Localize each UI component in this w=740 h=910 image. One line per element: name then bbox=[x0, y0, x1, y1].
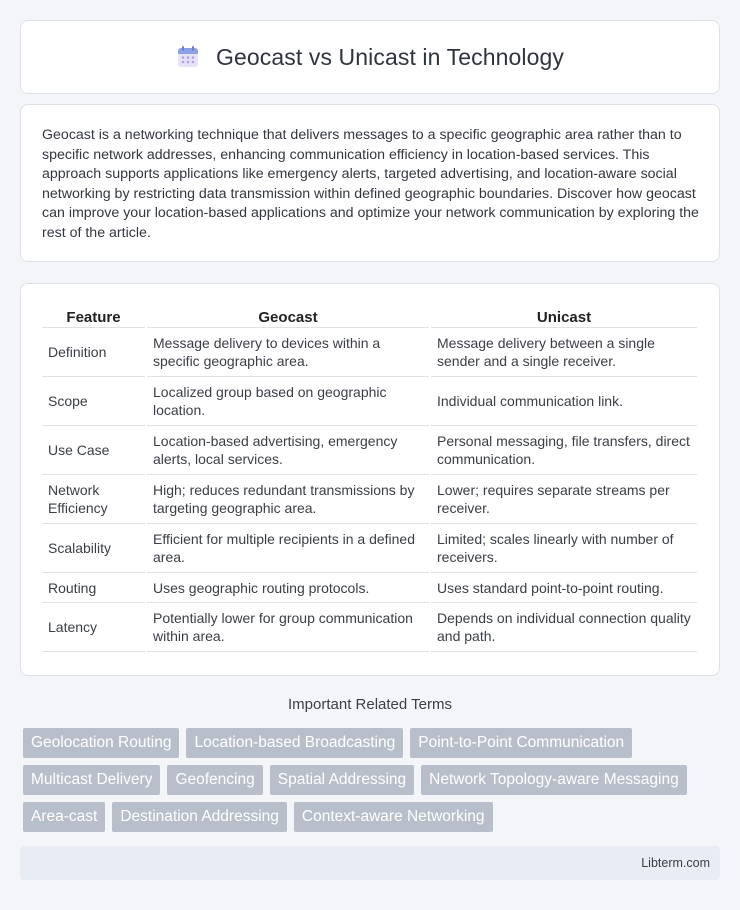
geocast-cell: Message delivery to devices within a specific geographic area. bbox=[147, 328, 429, 377]
unicast-cell: Limited; scales linearly with number of receivers. bbox=[431, 524, 697, 573]
feature-cell: Scope bbox=[42, 377, 145, 426]
header-card bbox=[20, 20, 720, 94]
geocast-cell: Uses geographic routing protocols. bbox=[147, 573, 429, 603]
table-row bbox=[42, 524, 697, 573]
header-geocast: Geocast bbox=[147, 304, 429, 328]
related-term-tag[interactable]: Context-aware Networking bbox=[294, 802, 493, 832]
feature-cell: Definition bbox=[42, 328, 145, 377]
related-term-tag[interactable]: Point-to-Point Communication bbox=[410, 728, 632, 758]
geocast-cell: Location-based advertising, emergency alerts, local services. bbox=[147, 426, 429, 475]
related-term-tag[interactable]: Network Topology-aware Messaging bbox=[421, 765, 687, 795]
table-header-row bbox=[42, 304, 697, 328]
related-term-tag[interactable]: Spatial Addressing bbox=[270, 765, 414, 795]
geocast-cell: Efficient for multiple recipients in a defined area. bbox=[147, 524, 429, 573]
unicast-cell: Uses standard point-to-point routing. bbox=[431, 573, 697, 603]
related-term-tag[interactable]: Multicast Delivery bbox=[23, 765, 160, 795]
feature-cell: Scalability bbox=[42, 524, 145, 573]
intro-card bbox=[20, 104, 720, 262]
geocast-cell: Localized group based on geographic location. bbox=[147, 377, 429, 426]
table-row bbox=[42, 426, 697, 475]
unicast-cell: Personal messaging, file transfers, direct communication. bbox=[431, 426, 697, 475]
geocast-cell: High; reduces redundant transmissions by targeting geographic area. bbox=[147, 475, 429, 524]
related-term-tag[interactable]: Location-based Broadcasting bbox=[186, 728, 403, 758]
calendar-icon bbox=[176, 45, 200, 69]
unicast-cell: Individual communication link. bbox=[431, 377, 697, 426]
feature-cell: Use Case bbox=[42, 426, 145, 475]
unicast-cell: Message delivery between a single sender and a single receiver. bbox=[431, 328, 697, 377]
table-row bbox=[42, 475, 697, 524]
related-terms-title: Important Related Terms bbox=[288, 696, 452, 713]
related-terms-list bbox=[23, 728, 723, 832]
related-term-tag[interactable]: Destination Addressing bbox=[112, 802, 287, 832]
header-feature: Feature bbox=[42, 304, 145, 328]
page-title: Geocast vs Unicast in Technology bbox=[216, 43, 564, 70]
unicast-cell: Lower; requires separate streams per receiver. bbox=[431, 475, 697, 524]
feature-cell: Network Efficiency bbox=[42, 475, 145, 524]
comparison-table bbox=[40, 304, 699, 652]
comparison-table-card bbox=[20, 283, 720, 676]
table-row bbox=[42, 573, 697, 603]
feature-cell: Routing bbox=[42, 573, 145, 603]
geocast-cell: Potentially lower for group communication within area. bbox=[147, 603, 429, 652]
table-row bbox=[42, 328, 697, 377]
table-row bbox=[42, 377, 697, 426]
footer-site-link[interactable]: Libterm.com bbox=[641, 856, 710, 870]
unicast-cell: Depends on individual connection quality and path. bbox=[431, 603, 697, 652]
related-term-tag[interactable]: Geolocation Routing bbox=[23, 728, 179, 758]
footer bbox=[20, 846, 720, 880]
table-row bbox=[42, 603, 697, 652]
intro-text: Geocast is a networking technique that delivers messages to a specific geographic area rather than to specific network addresses, enhancing communication efficiency in location-based services. This approach supports applications like emergency alerts, targeted advertising, and location-aware social networking by restricting data transmission within defined geographic boundaries. Discover how geocast can improve your location-based applications and optimize your network communication by exploring the rest of the article. bbox=[42, 127, 699, 241]
header-unicast: Unicast bbox=[431, 304, 697, 328]
feature-cell: Latency bbox=[42, 603, 145, 652]
related-term-tag[interactable]: Area-cast bbox=[23, 802, 105, 832]
related-term-tag[interactable]: Geofencing bbox=[167, 765, 262, 795]
